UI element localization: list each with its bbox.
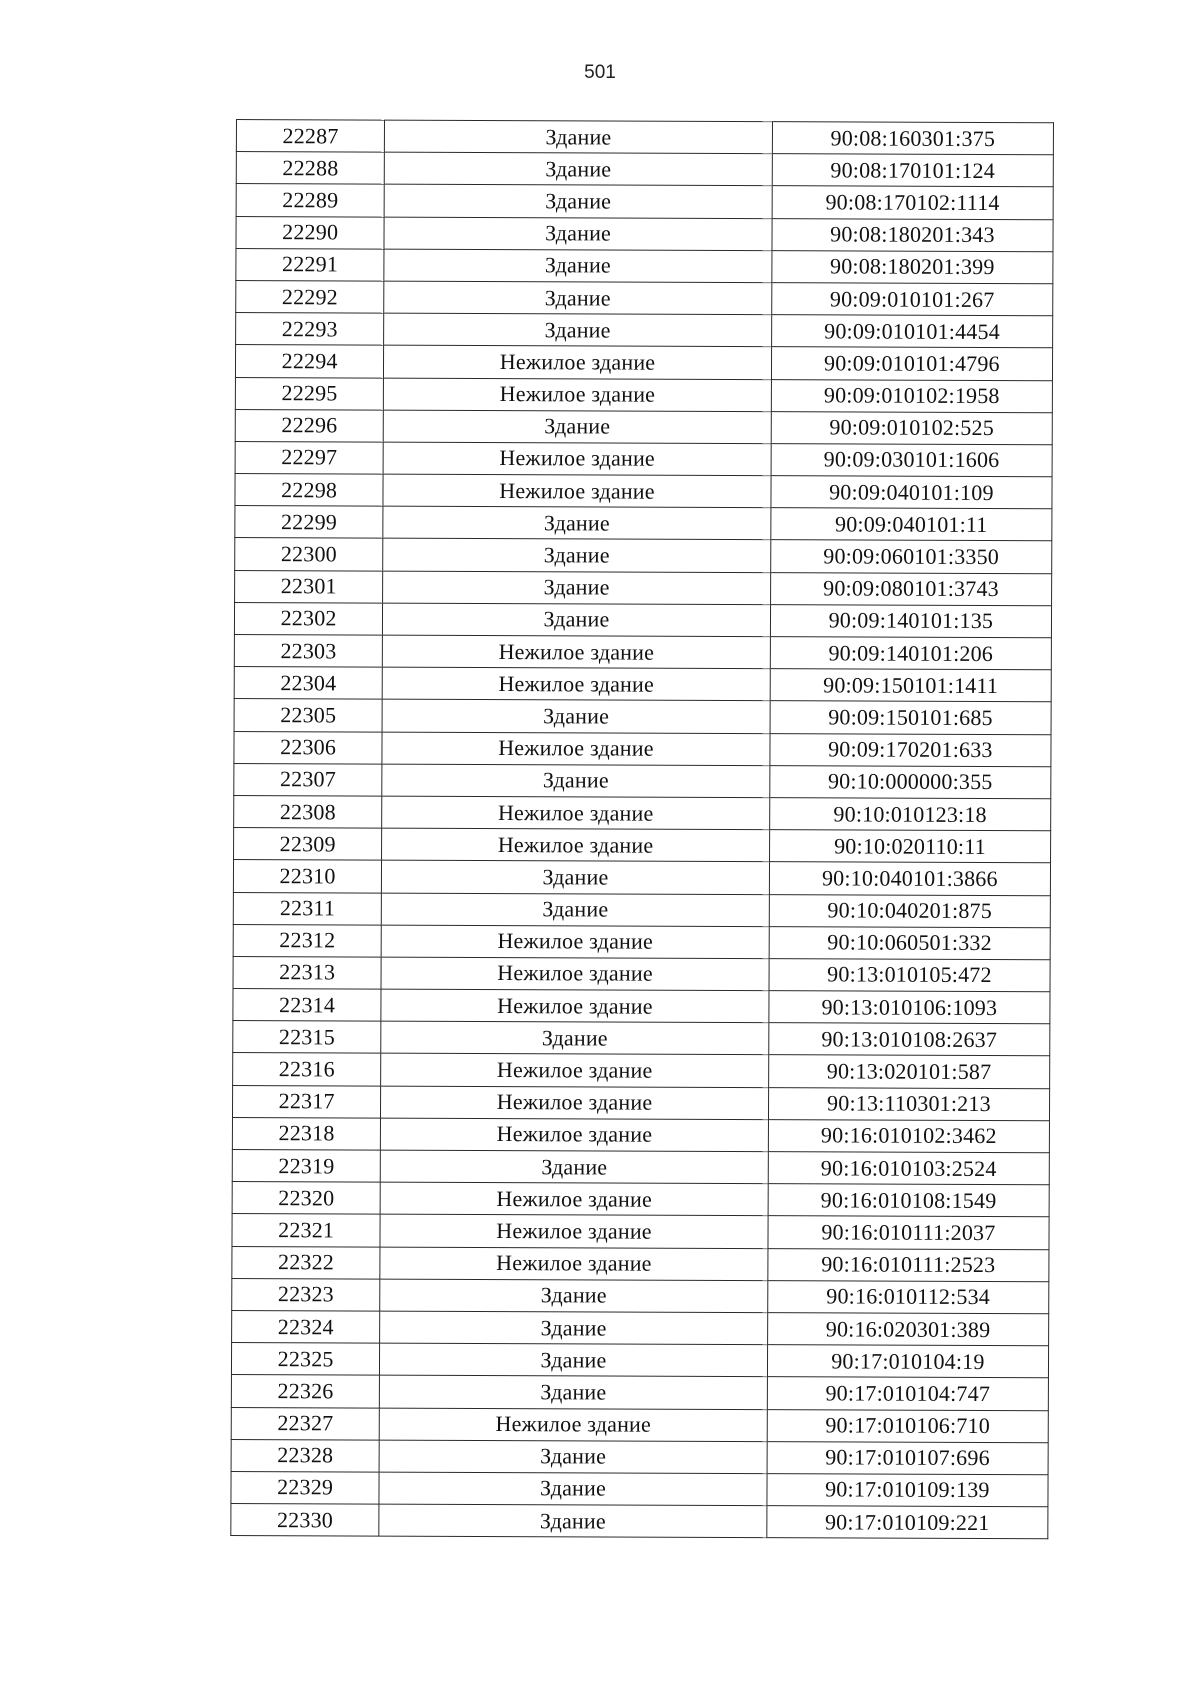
cadastral-number-cell: 90:10:020110:11 [769, 830, 1050, 863]
record-number-cell: 22321 [232, 1214, 380, 1247]
table-row [231, 1343, 1048, 1378]
cadastral-number-cell: 90:13:010108:2637 [769, 1023, 1050, 1056]
record-number-cell: 22302 [234, 602, 382, 635]
cadastral-number-cell: 90:10:060501:332 [769, 926, 1050, 959]
table-row [234, 828, 1051, 863]
record-number-cell: 22293 [236, 313, 384, 346]
object-type-cell: Нежилое здание [384, 378, 772, 412]
record-number-cell: 22326 [231, 1375, 379, 1408]
table-row [236, 152, 1053, 187]
record-number-cell: 22328 [231, 1439, 379, 1472]
cadastral-number-cell: 90:09:010101:4796 [771, 347, 1052, 380]
cadastral-number-cell: 90:10:000000:355 [770, 765, 1051, 798]
cadastral-number-cell: 90:08:180201:343 [772, 218, 1053, 251]
object-type-cell: Здание [381, 1021, 769, 1055]
object-type-cell: Нежилое здание [380, 1182, 768, 1216]
object-type-cell: Здание [383, 506, 771, 540]
page-number: 501 [584, 62, 616, 83]
object-type-cell: Нежилое здание [381, 1086, 769, 1120]
object-type-cell: Нежилое здание [380, 1214, 768, 1248]
table-row [232, 1278, 1049, 1313]
object-type-cell: Здание [383, 603, 771, 637]
record-number-cell: 22298 [235, 474, 383, 507]
object-type-cell: Здание [385, 120, 773, 154]
table-row [232, 1214, 1049, 1249]
record-number-cell: 22291 [236, 248, 384, 281]
record-number-cell: 22287 [236, 120, 384, 153]
cadastral-number-cell: 90:17:010109:139 [767, 1474, 1048, 1507]
record-number-cell: 22319 [232, 1149, 380, 1182]
cadastral-number-cell: 90:13:010106:1093 [769, 991, 1050, 1024]
table-row [232, 1149, 1049, 1184]
object-type-cell: Нежилое здание [381, 1118, 769, 1152]
record-number-cell: 22323 [232, 1278, 380, 1311]
record-number-cell: 22299 [235, 506, 383, 539]
record-number-cell: 22309 [234, 828, 382, 861]
cadastral-number-cell: 90:08:170101:124 [772, 154, 1053, 187]
object-type-cell: Здание [384, 281, 772, 315]
cadastral-number-cell: 90:08:170102:1114 [772, 186, 1053, 219]
cadastral-number-cell: 90:17:010104:19 [767, 1345, 1048, 1378]
cadastral-number-cell: 90:16:010108:1549 [768, 1184, 1049, 1217]
record-number-cell: 22320 [232, 1182, 380, 1215]
table-row [231, 1439, 1048, 1474]
object-type-cell: Здание [382, 893, 770, 927]
object-type-cell: Нежилое здание [384, 345, 772, 379]
cadastral-number-cell: 90:09:030101:1606 [771, 444, 1052, 477]
cadastral-number-cell: 90:09:150101:685 [770, 701, 1051, 734]
object-type-cell: Здание [380, 1343, 768, 1377]
table-row [234, 634, 1051, 669]
table-row [235, 570, 1052, 605]
object-type-cell: Нежилое здание [381, 989, 769, 1023]
object-type-cell: Нежилое здание [383, 442, 771, 476]
cadastral-number-cell: 90:13:110301:213 [768, 1087, 1049, 1120]
record-number-cell: 22314 [233, 989, 381, 1022]
table-row [234, 795, 1051, 830]
cadastral-number-cell: 90:09:010102:1958 [771, 379, 1052, 412]
record-number-cell: 22307 [234, 763, 382, 796]
table-row [233, 860, 1050, 895]
table-row [235, 506, 1052, 541]
table-row [231, 1504, 1048, 1539]
cadastral-number-cell: 90:09:140101:135 [770, 604, 1051, 637]
cadastral-number-cell: 90:08:180201:399 [772, 250, 1053, 283]
cadastral-number-cell: 90:09:150101:1411 [770, 669, 1051, 702]
cadastral-number-cell: 90:10:010123:18 [769, 798, 1050, 831]
table-row [235, 538, 1052, 573]
registry-table-body [231, 120, 1054, 1540]
object-type-cell: Нежилое здание [382, 732, 770, 766]
cadastral-number-cell: 90:17:010104:747 [767, 1377, 1048, 1410]
table-row [233, 1021, 1050, 1056]
cadastral-number-cell: 90:08:160301:375 [772, 122, 1053, 155]
table-row [236, 313, 1053, 348]
cadastral-number-cell: 90:10:040101:3866 [769, 862, 1050, 895]
record-number-cell: 22294 [235, 345, 383, 378]
table-row [232, 1182, 1049, 1217]
table-row [231, 1407, 1048, 1442]
object-type-cell: Здание [382, 699, 770, 733]
record-number-cell: 22316 [233, 1053, 381, 1086]
table-row [234, 667, 1051, 702]
table-row [232, 1310, 1049, 1345]
cadastral-number-cell: 90:17:010107:696 [767, 1441, 1048, 1474]
record-number-cell: 22288 [236, 152, 384, 185]
table-row [233, 989, 1050, 1024]
record-number-cell: 22304 [234, 667, 382, 700]
record-number-cell: 22297 [235, 441, 383, 474]
record-number-cell: 22289 [236, 184, 384, 217]
record-number-cell: 22324 [232, 1310, 380, 1343]
object-type-cell: Здание [384, 152, 772, 186]
table-row [234, 602, 1051, 637]
cadastral-number-cell: 90:09:010101:267 [772, 283, 1053, 316]
cadastral-number-cell: 90:16:010111:2037 [768, 1216, 1049, 1249]
record-number-cell: 22311 [233, 892, 381, 925]
table-row [232, 1085, 1049, 1120]
object-type-cell: Нежилое здание [380, 1247, 768, 1281]
table-row [233, 956, 1050, 991]
record-number-cell: 22312 [233, 924, 381, 957]
cadastral-number-cell: 90:09:010102:525 [771, 411, 1052, 444]
table-row [236, 216, 1053, 251]
cadastral-number-cell: 90:17:010106:710 [767, 1409, 1048, 1442]
object-type-cell: Здание [383, 571, 771, 605]
cadastral-number-cell: 90:09:040101:109 [771, 476, 1052, 509]
object-type-cell: Здание [384, 184, 772, 218]
table-row [234, 763, 1051, 798]
record-number-cell: 22296 [235, 409, 383, 442]
cadastral-number-cell: 90:16:010102:3462 [768, 1119, 1049, 1152]
object-type-cell: Здание [384, 313, 772, 347]
cadastral-number-cell: 90:13:010105:472 [769, 959, 1050, 992]
table-row [233, 1053, 1050, 1088]
table-row [233, 924, 1050, 959]
property-registry-table [230, 119, 1054, 1540]
table-row [236, 184, 1053, 219]
cadastral-number-cell: 90:09:080101:3743 [770, 572, 1051, 605]
record-number-cell: 22310 [233, 860, 381, 893]
cadastral-number-cell: 90:16:010111:2523 [768, 1248, 1049, 1281]
cadastral-number-cell: 90:09:010101:4454 [771, 315, 1052, 348]
cadastral-number-cell: 90:13:020101:587 [768, 1055, 1049, 1088]
cadastral-number-cell: 90:16:010103:2524 [768, 1152, 1049, 1185]
cadastral-number-cell: 90:16:010112:534 [768, 1280, 1049, 1313]
object-type-cell: Нежилое здание [381, 1054, 769, 1088]
record-number-cell: 22300 [235, 538, 383, 571]
record-number-cell: 22318 [232, 1117, 380, 1150]
table-row [236, 280, 1053, 315]
object-type-cell: Нежилое здание [383, 635, 771, 669]
table-row [231, 1471, 1048, 1506]
record-number-cell: 22329 [231, 1471, 379, 1504]
cadastral-number-cell: 90:09:140101:206 [770, 637, 1051, 670]
table-row [236, 120, 1053, 155]
object-type-cell: Нежилое здание [381, 957, 769, 991]
record-number-cell: 22308 [234, 795, 382, 828]
object-type-cell: Нежилое здание [381, 925, 769, 959]
object-type-cell: Здание [380, 1375, 768, 1409]
object-type-cell: Нежилое здание [382, 828, 770, 862]
object-type-cell: Нежилое здание [383, 474, 771, 508]
record-number-cell: 22301 [235, 570, 383, 603]
object-type-cell: Здание [380, 1279, 768, 1313]
cadastral-number-cell: 90:09:040101:11 [771, 508, 1052, 541]
table-row [235, 345, 1052, 380]
object-type-cell: Нежилое здание [382, 796, 770, 830]
table-row [236, 248, 1053, 283]
table-row [232, 1246, 1049, 1281]
record-number-cell: 22327 [231, 1407, 379, 1440]
record-number-cell: 22295 [235, 377, 383, 410]
object-type-cell: Здание [382, 860, 770, 894]
record-number-cell: 22290 [236, 216, 384, 249]
table-row [235, 441, 1052, 476]
cadastral-number-cell: 90:16:020301:389 [767, 1313, 1048, 1346]
object-type-cell: Нежилое здание [379, 1408, 767, 1442]
cadastral-number-cell: 90:10:040201:875 [769, 894, 1050, 927]
record-number-cell: 22305 [234, 699, 382, 732]
cadastral-number-cell: 90:17:010109:221 [767, 1506, 1048, 1539]
object-type-cell: Здание [379, 1504, 767, 1538]
cadastral-number-cell: 90:09:170201:633 [770, 733, 1051, 766]
table-row [233, 892, 1050, 927]
table-row [235, 409, 1052, 444]
table-row [235, 377, 1052, 412]
object-type-cell: Здание [384, 249, 772, 283]
record-number-cell: 22322 [232, 1246, 380, 1279]
object-type-cell: Здание [384, 217, 772, 251]
object-type-cell: Здание [379, 1440, 767, 1474]
table-row [234, 731, 1051, 766]
object-type-cell: Здание [382, 764, 770, 798]
object-type-cell: Здание [379, 1472, 767, 1506]
object-type-cell: Здание [380, 1311, 768, 1345]
record-number-cell: 22303 [234, 634, 382, 667]
object-type-cell: Здание [380, 1150, 768, 1184]
object-type-cell: Здание [383, 410, 771, 444]
object-type-cell: Нежилое здание [382, 667, 770, 701]
table-row [231, 1375, 1048, 1410]
cadastral-number-cell: 90:09:060101:3350 [770, 540, 1051, 573]
table-row [234, 699, 1051, 734]
object-type-cell: Здание [383, 539, 771, 573]
table-row [232, 1117, 1049, 1152]
record-number-cell: 22306 [234, 731, 382, 764]
record-number-cell: 22292 [236, 280, 384, 313]
record-number-cell: 22325 [231, 1343, 379, 1376]
record-number-cell: 22315 [233, 1021, 381, 1054]
record-number-cell: 22330 [231, 1504, 379, 1537]
table-row [235, 474, 1052, 509]
record-number-cell: 22317 [232, 1085, 380, 1118]
record-number-cell: 22313 [233, 956, 381, 989]
